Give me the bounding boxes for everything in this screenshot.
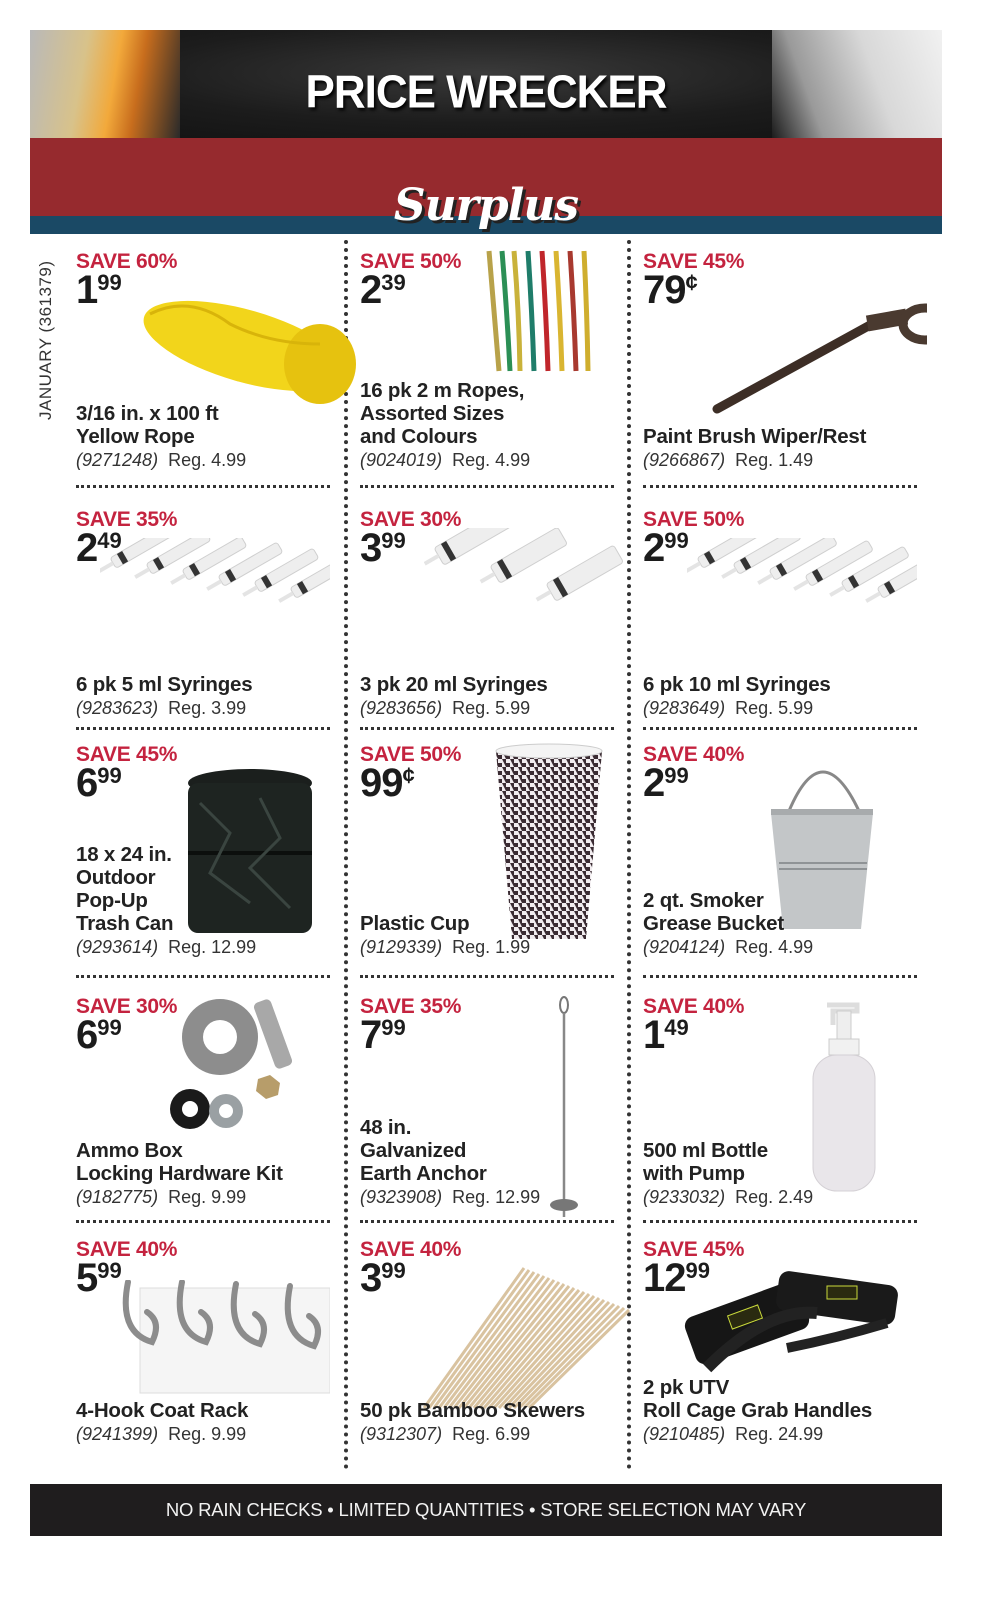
product-name (360, 1399, 585, 1422)
save-badge: SAVE 50% (360, 250, 462, 273)
sale-price (76, 528, 122, 568)
product-image-hardware-kit (160, 997, 320, 1142)
product-card-grab-handles[interactable] (627, 1228, 917, 1470)
price-cents: ¢ (685, 270, 698, 295)
price-dollars: 6 (76, 1013, 98, 1057)
flyer-date-code: JANUARY (361379) (36, 260, 55, 420)
product-meta (643, 450, 813, 471)
sale-price (360, 1015, 406, 1055)
row-divider (76, 485, 330, 488)
save-badge: SAVE 40% (360, 1238, 462, 1261)
price-cents: 99 (381, 1258, 406, 1283)
product-sku: (9182775) (76, 1187, 159, 1207)
product-image-syringes-20ml (424, 528, 634, 673)
price-cents: 49 (97, 528, 122, 553)
product-sku: (9283623) (76, 698, 159, 718)
price-dollars: 7 (360, 1013, 382, 1057)
row-divider (76, 727, 330, 730)
price-dollars: 1 (76, 268, 98, 312)
product-card-pump-bottle[interactable] (627, 985, 917, 1223)
product-name (76, 843, 173, 935)
product-name-line: 2 qt. Smoker (643, 889, 764, 912)
product-image-paint-brush-wiper (687, 284, 927, 419)
row-divider (643, 485, 917, 488)
product-name-line: Grease Bucket (643, 912, 784, 935)
product-card-syringes-20ml[interactable] (344, 498, 614, 730)
product-sku: (9283649) (643, 698, 726, 718)
banner-subtitle: Surplus (393, 180, 579, 231)
product-meta (643, 1424, 823, 1445)
product-name-line: with Pump (643, 1162, 745, 1185)
sale-price (360, 270, 406, 310)
product-name-line: Ammo Box (76, 1139, 183, 1162)
sale-price (643, 1258, 710, 1298)
price-dollars: 2 (76, 526, 98, 570)
sale-price (76, 1015, 122, 1055)
product-name-line: Locking Hardware Kit (76, 1162, 283, 1185)
product-sku: (9293614) (76, 937, 159, 957)
price-cents: 99 (685, 1258, 710, 1283)
product-meta (76, 450, 246, 471)
sale-price (643, 1015, 689, 1055)
product-meta (643, 698, 813, 719)
product-image-syringes-10ml (687, 538, 917, 663)
regular-price: Reg. 1.49 (735, 450, 814, 470)
product-sku: (9024019) (360, 450, 443, 470)
product-image-assorted-ropes (484, 246, 594, 381)
product-meta (360, 698, 530, 719)
product-name-line: 16 pk 2 m Ropes, (360, 379, 525, 402)
regular-price: Reg. 4.99 (168, 450, 247, 470)
price-dollars: 3 (360, 1256, 382, 1300)
product-name-line: Yellow Rope (76, 425, 195, 448)
regular-price: Reg. 12.99 (452, 1187, 541, 1207)
regular-price: Reg. 2.49 (735, 1187, 814, 1207)
row-divider (360, 485, 614, 488)
product-meta (76, 937, 256, 958)
product-name (76, 673, 252, 696)
save-badge: SAVE 40% (76, 1238, 178, 1261)
sale-price (76, 270, 122, 310)
product-sku: (9241399) (76, 1424, 159, 1444)
product-name-line: Roll Cage Grab Handles (643, 1399, 873, 1422)
product-name (643, 1139, 768, 1185)
product-meta (76, 698, 246, 719)
product-image-yellow-rope (130, 284, 360, 409)
product-meta (643, 937, 813, 958)
product-name-line: and Colours (360, 425, 478, 448)
product-sku: (9323908) (360, 1187, 443, 1207)
regular-price: Reg. 9.99 (168, 1424, 247, 1444)
sale-price (643, 763, 689, 803)
regular-price: Reg. 6.99 (452, 1424, 531, 1444)
price-cents: 99 (381, 1015, 406, 1040)
product-sku: (9271248) (76, 450, 159, 470)
product-name-line: Plastic Cup (360, 912, 470, 935)
product-name (360, 1116, 487, 1185)
sale-price (360, 528, 406, 568)
product-grid (60, 240, 940, 1470)
product-name-line: 48 in. (360, 1116, 412, 1139)
regular-price: Reg. 1.99 (452, 937, 531, 957)
product-meta (643, 1187, 813, 1208)
product-name (643, 889, 784, 935)
product-name (360, 673, 548, 696)
save-badge: SAVE 40% (643, 743, 745, 766)
regular-price: Reg. 9.99 (168, 1187, 247, 1207)
header-banner (30, 30, 942, 234)
product-sku: (9129339) (360, 937, 443, 957)
product-name-line: Outdoor (76, 866, 156, 889)
banner-title: PRICE WRECKER (305, 66, 667, 119)
product-name-line: Assorted Sizes (360, 402, 505, 425)
save-badge: SAVE 45% (643, 250, 745, 273)
product-name-line: 4-Hook Coat Rack (76, 1399, 249, 1422)
save-badge: SAVE 60% (76, 250, 178, 273)
product-image-earth-anchor (544, 995, 584, 1230)
price-dollars: 1 (643, 1013, 665, 1057)
price-cents: 49 (664, 1015, 689, 1040)
row-divider (360, 975, 614, 978)
product-name-line: 3 pk 20 ml Syringes (360, 673, 548, 696)
product-meta (360, 1424, 530, 1445)
product-card-syringes-5ml[interactable] (60, 498, 330, 730)
price-cents: 99 (664, 763, 689, 788)
regular-price: Reg. 5.99 (452, 698, 531, 718)
product-sku: (9266867) (643, 450, 726, 470)
product-image-coat-rack (100, 1280, 330, 1405)
product-name-line: Paint Brush Wiper/Rest (643, 425, 867, 448)
product-card-paint-brush-wiper[interactable] (627, 240, 917, 488)
price-dollars: 2 (643, 761, 665, 805)
product-meta (76, 1424, 246, 1445)
save-badge: SAVE 50% (643, 508, 745, 531)
footer-disclaimer: NO RAIN CHECKS • LIMITED QUANTITIES • STORE SELECTION MAY VARY (30, 1484, 942, 1536)
price-cents: 99 (97, 1258, 122, 1283)
price-cents: 99 (664, 528, 689, 553)
product-name (360, 379, 524, 448)
price-dollars: 2 (643, 526, 665, 570)
sale-price (360, 1258, 406, 1298)
product-image-popup-trash-can (180, 763, 320, 948)
product-card-assorted-ropes[interactable] (344, 240, 614, 488)
product-card-popup-trash-can[interactable] (60, 733, 330, 978)
product-image-pump-bottle (807, 995, 887, 1200)
save-badge: SAVE 30% (76, 995, 178, 1018)
row-divider (360, 727, 614, 730)
product-name-line: Pop-Up (76, 889, 148, 912)
save-badge: SAVE 30% (360, 508, 462, 531)
product-meta (360, 1187, 540, 1208)
sale-price (643, 270, 698, 310)
price-cents: 99 (97, 1015, 122, 1040)
product-card-coat-rack[interactable] (60, 1228, 330, 1470)
save-badge: SAVE 35% (360, 995, 462, 1018)
product-image-houndstooth-cup (494, 743, 604, 948)
regular-price: Reg. 4.99 (735, 937, 814, 957)
price-cents: 39 (381, 270, 406, 295)
row-divider (360, 1220, 614, 1223)
price-cents: 99 (97, 270, 122, 295)
product-name (76, 1139, 283, 1185)
sale-price (643, 528, 689, 568)
product-name-line: 6 pk 10 ml Syringes (643, 673, 831, 696)
row-divider (643, 975, 917, 978)
price-dollars: 12 (643, 1256, 686, 1300)
product-name (76, 1399, 248, 1422)
product-sku: (9204124) (643, 937, 726, 957)
product-name-line: Galvanized (360, 1139, 467, 1162)
product-card-galvanized-bucket[interactable] (627, 733, 917, 978)
product-card-bamboo-skewers[interactable] (344, 1228, 614, 1470)
regular-price: Reg. 4.99 (452, 450, 531, 470)
product-name (360, 912, 469, 935)
product-name (643, 425, 866, 448)
product-card-earth-anchor[interactable] (344, 985, 614, 1223)
product-name-line: 500 ml Bottle (643, 1139, 768, 1162)
save-badge: SAVE 40% (643, 995, 745, 1018)
product-image-syringes-5ml (100, 538, 330, 663)
sale-price (76, 1258, 122, 1298)
product-name (643, 1376, 872, 1422)
product-card-hardware-kit[interactable] (60, 985, 330, 1223)
product-card-houndstooth-cup[interactable] (344, 733, 614, 978)
price-dollars: 6 (76, 761, 98, 805)
price-dollars: 99 (360, 761, 403, 805)
row-divider (76, 1220, 330, 1223)
price-cents: ¢ (402, 763, 415, 788)
price-dollars: 5 (76, 1256, 98, 1300)
row-divider (643, 727, 917, 730)
product-name-line: Trash Can (76, 912, 174, 935)
product-sku: (9283656) (360, 698, 443, 718)
product-card-yellow-rope[interactable] (60, 240, 330, 488)
product-name (76, 402, 218, 448)
row-divider (643, 1220, 917, 1223)
product-meta (360, 937, 530, 958)
product-sku: (9210485) (643, 1424, 726, 1444)
price-dollars: 2 (360, 268, 382, 312)
product-name-line: 3/16 in. x 100 ft (76, 402, 219, 425)
product-name-line: 2 pk UTV (643, 1376, 730, 1399)
save-badge: SAVE 50% (360, 743, 462, 766)
product-name-line: 50 pk Bamboo Skewers (360, 1399, 586, 1422)
price-dollars: 3 (360, 526, 382, 570)
row-divider (76, 975, 330, 978)
regular-price: Reg. 5.99 (735, 698, 814, 718)
product-name-line: Earth Anchor (360, 1162, 487, 1185)
product-sku: (9233032) (643, 1187, 726, 1207)
price-cents: 99 (381, 528, 406, 553)
product-card-syringes-10ml[interactable] (627, 498, 917, 730)
save-badge: SAVE 45% (76, 743, 178, 766)
product-sku: (9312307) (360, 1424, 443, 1444)
product-name-line: 6 pk 5 ml Syringes (76, 673, 253, 696)
regular-price: Reg. 12.99 (168, 937, 257, 957)
sale-price (360, 763, 415, 803)
price-dollars: 79 (643, 268, 686, 312)
regular-price: Reg. 24.99 (735, 1424, 824, 1444)
save-badge: SAVE 35% (76, 508, 178, 531)
product-meta (76, 1187, 246, 1208)
product-meta (360, 450, 530, 471)
price-cents: 99 (97, 763, 122, 788)
product-name-line: 18 x 24 in. (76, 843, 172, 866)
sale-price (76, 763, 122, 803)
product-name (643, 673, 831, 696)
save-badge: SAVE 45% (643, 1238, 745, 1261)
regular-price: Reg. 3.99 (168, 698, 247, 718)
